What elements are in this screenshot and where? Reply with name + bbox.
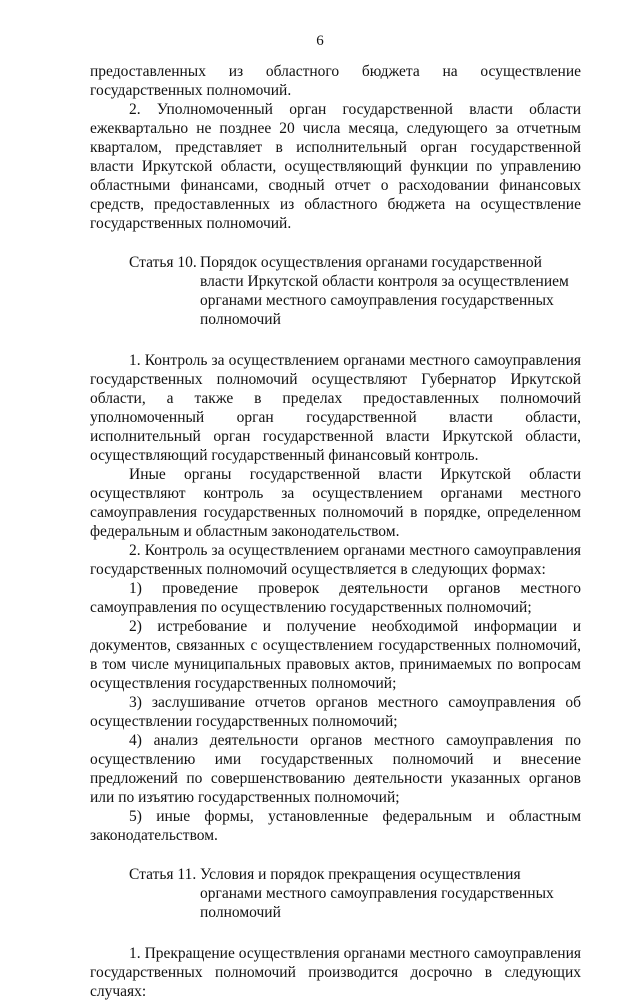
document-body — [90, 62, 581, 1001]
paragraph-continuation: предоставленных из областного бюджета на осуществление государственных полномочий. — [90, 63, 581, 99]
page-number: 6 — [316, 33, 324, 49]
paragraph-report: 2. Уполномоченный орган государственной власти области ежеквартально не позднее 20 числа месяца, следующего за отчетным кварталом, представляет в исполнительный орган государственной власти Иркутской области, осуществляющий функции по управлению областными финансами, сводный отчет о расходовании финансовых средств, предоставленных из областного бюджета на осуществление государственных полномочий. — [90, 101, 581, 232]
article-11-heading — [90, 865, 581, 922]
article-11-label: Статья 11. — [129, 866, 197, 883]
article-10-list-item: 2) истребование и получение необходимой информации и документов, связанных с осуществлением государственных полномочий, в том числе муниципальных правовых актов, принимаемых по вопросам осуществления государственных полномочий; — [90, 618, 581, 692]
article-10-list-item: 5) иные формы, установленные федеральным и областным законодательством. — [90, 808, 581, 844]
article-10-paragraph: 1. Контроль за осуществлением органами местного самоуправления государственных полномочий осуществляют Губернатор Иркутской области, а также в пределах предоставленных полномочий уполномоченный орган государственной власти области, исполнительный орган государственной власти Иркутской области, осуществляющий государственный финансовый контроль. — [90, 352, 581, 464]
article-10-label: Статья 10. — [129, 254, 197, 271]
article-10-title: Порядок осуществления органами государственной власти Иркутской области контроля за осуществлением органами местного самоуправления государственных полномочий — [200, 254, 569, 328]
article-10-list-item: 1) проведение проверок деятельности органов местного самоуправления по осуществлению государственных полномочий; — [90, 580, 581, 616]
article-11-paragraph: 1. Прекращение осуществления органами местного самоуправления государственных полномочий производится досрочно в следующих случаях: — [90, 945, 581, 1000]
article-10-paragraph: Иные органы государственной власти Иркутской области осуществляют контроль за осуществлением органами местного самоуправления государственных полномочий в порядке, определенном федеральным и областным законодательством. — [90, 466, 581, 540]
article-10-list-item: 4) анализ деятельности органов местного самоуправления по осуществлению ими государственных полномочий и внесение предложений по совершенствованию деятельности указанных органов или по изъятию государственных полномочий; — [90, 732, 581, 806]
article-11-title: Условия и порядок прекращения осуществления органами местного самоуправления государственных полномочий — [200, 866, 554, 921]
article-10-heading — [90, 253, 581, 329]
article-10-list-item: 3) заслушивание отчетов органов местного самоуправления об осуществлении государственных полномочий; — [90, 694, 581, 730]
article-10-paragraph: 2. Контроль за осуществлением органами местного самоуправления государственных полномочий осуществляется в следующих формах: — [90, 542, 581, 578]
